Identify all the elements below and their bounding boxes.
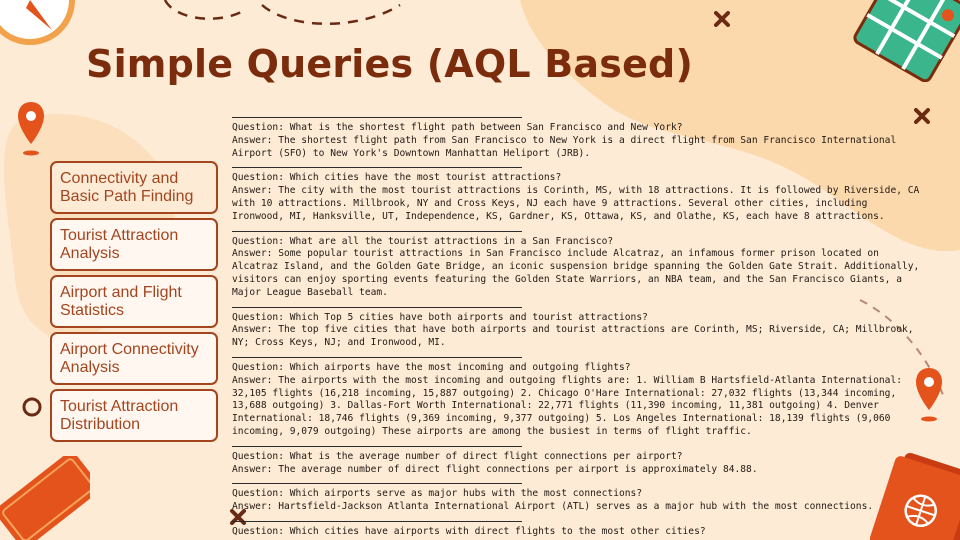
answer-text: Answer: Hartsfield-Jackson Atlanta International Airport (ATL) serves as a major hub with the most connections. bbox=[232, 501, 874, 513]
qa-entry bbox=[232, 167, 922, 223]
compass-icon bbox=[0, 0, 80, 50]
qa-log bbox=[232, 113, 922, 540]
dashed-route-top bbox=[165, 0, 245, 19]
qa-entry bbox=[232, 483, 922, 514]
question-text: Question: Which cities have the most tourist attractions? bbox=[232, 172, 562, 184]
nav-item-tourist-distribution[interactable] bbox=[50, 389, 218, 442]
answer-text: Answer: The airports with the most incoming and outgoing flights are: 1. William B Hartsfield-Atlanta International: 32,105 flights (16,218 incoming, 15,887 outgoing) 2. Chicago O'Hare International: 27,032 flights (13,344 incoming, 13,688 outgoing) 3. Dallas-Fort Worth International: 22,771 flights (11,390 incoming, 11,381 outgoing) 4. Denver International: 18,746 flights (9,369 incoming, 9,377 outgoing) 5. Los Angeles International: 18,139 flights (9,060 incoming, 9,079 outgoing) These airports are among the busiest in terms of flight traffic. bbox=[232, 374, 903, 437]
nav-item-airport-connectivity[interactable] bbox=[50, 332, 218, 385]
qa-entry bbox=[232, 231, 922, 300]
bullet-circle-icon bbox=[21, 396, 43, 418]
answer-text: Answer: The shortest flight path from San Francisco to New York is a direct flight from San Francisco International Airport (SFO) to New York's Downtown Manhattan Heliport (JRB). bbox=[232, 134, 897, 159]
answer-text: Answer: Some popular tourist attractions in San Francisco include Alcatraz, an infamous former prison located on Alcatraz Island, and the Golden Gate Bridge, an iconic suspension bridge spanning the Golden Gate Strait. Additionally, visitors can enjoy sporting events featuring the Golden State Warriors, an NBA team, and the San Francisco Giants, a Major League Baseball team. bbox=[232, 248, 920, 298]
qa-entry bbox=[232, 521, 922, 539]
nav-item-label: Tourist Attraction Distribution bbox=[60, 398, 179, 433]
map-icon bbox=[852, 0, 960, 82]
answer-text: Answer: The top five cities that have both airports and tourist attractions are Corinth, MS; Riverside, CA; Millbrook, NY; Cross Keys, NJ; and Ironwood, MI. bbox=[232, 324, 914, 349]
question-text: Question: Which airports serve as major hubs with the most connections? bbox=[232, 488, 643, 500]
dashed-route-top2 bbox=[262, 5, 400, 24]
qa-entry bbox=[232, 117, 922, 160]
question-text: Question: What is the shortest flight path between San Francisco and New York? bbox=[232, 122, 683, 133]
qa-entry bbox=[232, 307, 922, 350]
question-text: Question: Which cities have airports with direct flights to the most other cities? bbox=[232, 525, 706, 537]
qa-entry bbox=[232, 357, 922, 439]
nav-item-label: Connectivity and Basic Path Finding bbox=[60, 170, 194, 205]
answer-text: Answer: The city with the most tourist attractions is Corinth, MS, with 18 attractions. It is followed by Riverside, CA with 10 attractions. Millbrook, NY and Cross Keys, NJ each have 9 attractions. Several other cities, including Ironwood, MI, Hanksville, UT, Independence, KS, Gardner, KS, Ottawa, KS, and Olathe, KS, each have 8 attractions. bbox=[232, 185, 920, 222]
nav-item-connectivity[interactable] bbox=[50, 161, 218, 214]
ticket-icon bbox=[0, 456, 90, 540]
qa-entry bbox=[232, 446, 922, 477]
nav-item-label: Airport and Flight Statistics bbox=[60, 284, 182, 319]
nav-item-label: Airport Connectivity Analysis bbox=[60, 341, 199, 376]
page-title: Simple Queries (AQL Based) bbox=[86, 42, 694, 86]
question-text: Question: Which airports have the most incoming and outgoing flights? bbox=[232, 361, 631, 373]
nav-item-airport-flight-statistics[interactable] bbox=[50, 275, 218, 328]
nav-item-label: Tourist Attraction Analysis bbox=[60, 227, 179, 262]
x-mark-icon bbox=[714, 11, 730, 27]
question-text: Question: What are all the tourist attractions in a San Francisco? bbox=[232, 235, 614, 247]
question-text: Question: What is the average number of direct flight connections per airport? bbox=[232, 450, 683, 462]
topic-nav bbox=[50, 161, 220, 446]
question-text: Question: Which Top 5 cities have both airports and tourist attractions? bbox=[232, 311, 648, 323]
nav-item-tourist-attraction-analysis[interactable] bbox=[50, 218, 218, 271]
answer-text: Answer: The average number of direct flight connections per airport is approximately 84.88. bbox=[232, 463, 758, 475]
location-pin-icon bbox=[16, 100, 46, 158]
